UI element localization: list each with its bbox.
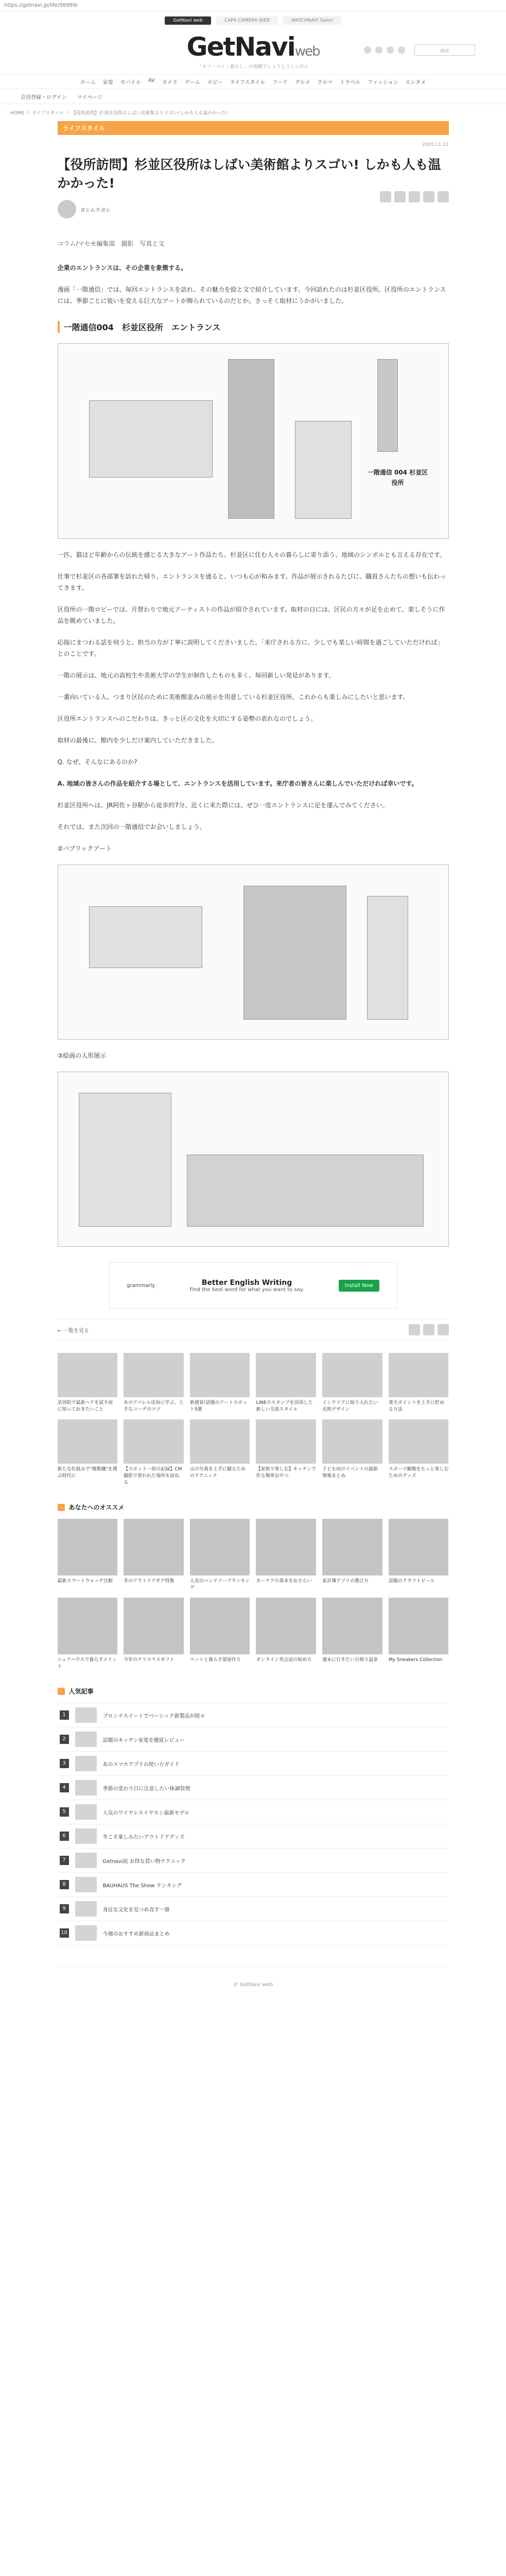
paragraph: 一階の展示は、地元の高校生や美術大学の学生が制作したものも多く、毎回新しい発見があります。: [57, 672, 335, 679]
card-title: あのアパレル店員に学ぶ、上手なコーデのコツ: [124, 1400, 184, 1412]
back-to-list-link[interactable]: ← 一覧を見る: [57, 1328, 90, 1334]
rank-number: 8: [60, 1880, 69, 1889]
card-title: 最新スマートウォッチ比較: [57, 1579, 113, 1584]
ranking-item[interactable]: [58, 1727, 449, 1752]
related-articles: [58, 1353, 449, 1486]
paragraph: それでは、また次回の一階通信でお会いしましょう。: [57, 823, 206, 831]
sketch-figure: [228, 359, 274, 519]
ranking-item[interactable]: [58, 1897, 449, 1921]
card-title: カーケアの基本をおさらい: [256, 1579, 312, 1584]
thumbnail: [58, 1519, 118, 1575]
ranking-item[interactable]: [58, 1800, 449, 1824]
paragraph: 仕事で杉並区の各部署を訪れた帰り、エントランスを通ると、いつも心が和みます。作品が展示されるたびに、職員さんたちの想いも伝わってきます。: [57, 573, 446, 591]
ranking-item[interactable]: [58, 1703, 449, 1727]
related-card[interactable]: [124, 1353, 184, 1413]
category-nav: [0, 74, 506, 89]
section-heading: 一階通信004 杉並区役所 エントランス: [58, 321, 449, 333]
thumbnail: [75, 1756, 97, 1771]
thumbnail: [124, 1519, 184, 1575]
thumbnail: [322, 1419, 382, 1464]
rank-number: 4: [60, 1783, 69, 1792]
site-logo[interactable]: GetNaviweb: [186, 32, 320, 62]
paragraph: 一番向いている人、つまり区民のために美術館並みの展示を用意している杉並区役所。これからも楽しみにしたいと思います。: [57, 693, 409, 701]
rank-number: 7: [60, 1856, 69, 1865]
paragraph: 応接にまつわる話を伺うと、担当の方が丁寧に説明してくださいました。「来庁される方に、少しでも楽しい時間を過ごしていただければ」とのことです。: [57, 639, 444, 657]
reco-card[interactable]: [58, 1519, 118, 1591]
thumbnail: [389, 1519, 449, 1575]
ranking-title: 冬こそ楽しみたいアウトドアグッズ: [102, 1834, 185, 1840]
figure-label: ②パブリックアート: [57, 845, 112, 852]
thumbnail: [256, 1519, 316, 1575]
related-card[interactable]: [256, 1419, 316, 1486]
share-buttons-bottom: [409, 1324, 449, 1335]
sketch-booth: [295, 421, 352, 519]
related-card[interactable]: [190, 1353, 250, 1413]
crown-icon: [58, 1688, 65, 1695]
tab-watchnavi[interactable]: WATCHNAVI Salon: [283, 16, 341, 25]
ranking-list: [58, 1703, 449, 1945]
paragraph: 区役所の一階ロビーでは、月替わりで地元アーティストの作品が紹介されています。取材の日には、区民の方々が足を止めて、楽しそうに作品を眺めていました。: [57, 606, 445, 624]
card-title: My Sneakers Collection: [388, 1657, 443, 1663]
card-title: シェアハウスで暮らすメリット: [57, 1657, 117, 1669]
login-link[interactable]: 会員登録・ログイン: [21, 94, 67, 100]
figure-label: ③絵画の人形展示: [57, 1052, 107, 1059]
instagram-icon[interactable]: [387, 46, 394, 54]
related-card[interactable]: [256, 1353, 316, 1413]
thumbnail: [75, 1828, 97, 1844]
card-title: オンライン英会話の始め方: [256, 1657, 312, 1663]
twitter-icon[interactable]: [380, 191, 391, 202]
section-title: 人気記事: [68, 1688, 94, 1695]
ad-subtext: Find the best word for what you want to say.: [189, 1286, 304, 1293]
avatar: [58, 200, 76, 218]
qa-answer: A. 地域の皆さんの作品を紹介する場として、エントランスを活用しています。来庁者の皆さんに楽しんでいただければ幸いです。: [57, 780, 418, 787]
thumbnail: [124, 1353, 184, 1397]
thumbnail: [75, 1853, 97, 1868]
paragraph: 杉並区役所へは、JR阿佐ヶ谷駅から徒歩約7分。近くに来た際には、ぜひ一度エントランスに足を運んでみてください。: [57, 802, 389, 809]
pocket-icon[interactable]: [438, 191, 449, 202]
related-card[interactable]: [190, 1419, 250, 1486]
article-footer-bar: [58, 1319, 449, 1341]
section-title: あなたへのオススメ: [68, 1504, 125, 1511]
ranking-title: あのスマホアプリの使い方ガイド: [102, 1761, 180, 1768]
reco-card[interactable]: [256, 1598, 316, 1670]
reco-card[interactable]: [322, 1598, 382, 1670]
card-title: 新たな仕組みで"複数職"を選ぶ時代に: [57, 1467, 117, 1479]
sketch-person: [367, 896, 408, 1020]
nav-item[interactable]: グルメ: [294, 80, 310, 86]
article-credit: コラム/マセモ編集部 撮影 写真と文: [57, 240, 165, 247]
thumbnail: [256, 1419, 316, 1464]
nav-item[interactable]: ファッション: [368, 80, 398, 86]
tab-getnavi[interactable]: GetNavi web: [165, 16, 211, 25]
thumbnail: [256, 1353, 316, 1397]
nav-item[interactable]: ライフスタイル: [230, 80, 266, 86]
mypage-link[interactable]: マイページ: [77, 94, 103, 100]
nav-item[interactable]: モバイル: [120, 80, 141, 86]
thumbnail: [58, 1419, 118, 1464]
thumbnail: [75, 1780, 97, 1795]
hatena-icon[interactable]: [423, 191, 434, 202]
sketch-display: [187, 1155, 424, 1227]
share-buttons: [380, 191, 449, 202]
ranking-title: 今週のおすすめ新商品まとめ: [102, 1931, 170, 1937]
ranking-title: 人気のワイヤレスイヤホン最新モデル: [102, 1810, 190, 1816]
star-icon: [58, 1504, 65, 1511]
article-title: 【役所訪問】杉並区役所はしばい美術館よりスゴい! しかも人も温かかった!: [57, 157, 441, 191]
author-name[interactable]: ヨシムラヨシ: [80, 207, 111, 213]
thumbnail: [75, 1707, 97, 1723]
card-title: 楽天ポイントを上手に貯める方法: [388, 1400, 444, 1412]
thumbnail: [75, 1804, 97, 1820]
nav-item[interactable]: エンタメ: [405, 80, 426, 86]
qa-question: Q. なぜ、そんなにあるのか?: [57, 758, 137, 766]
card-title: インテリアに取り入れたい北欧デザイン: [322, 1400, 378, 1412]
ad-brand: grammarly: [127, 1282, 155, 1289]
rank-number: 3: [60, 1759, 69, 1768]
ranking-title: Getnavi流 お得な買い物テクニック: [102, 1858, 186, 1865]
reco-card[interactable]: [58, 1598, 118, 1670]
illustration-entrance: [58, 343, 449, 539]
card-title: 今年のクリスマスギフト: [124, 1657, 175, 1663]
thumbnail: [389, 1353, 449, 1397]
breadcrumb: HOME ＞ ライフスタイル ＞ 【役所訪問】杉並区役所はしばい美術館よりスゴい!しかも人も温かかった!: [10, 111, 228, 116]
sketch-panel: [79, 1093, 171, 1227]
author-info: [58, 200, 449, 218]
nav-item[interactable]: 家電: [102, 80, 113, 86]
nav-item[interactable]: ゲーム: [184, 80, 200, 86]
site-footer: © GetNavi web: [58, 1966, 449, 2003]
thumbnail: [58, 1598, 118, 1654]
card-title: 冬のアウトドアギア特集: [124, 1579, 175, 1584]
sketch-statue: [377, 359, 398, 452]
thumbnail: [75, 1877, 97, 1892]
nav-item[interactable]: トラベル: [340, 80, 361, 86]
facebook-icon[interactable]: [375, 46, 382, 54]
thumbnail: [256, 1598, 316, 1654]
related-card[interactable]: [389, 1353, 449, 1413]
related-card[interactable]: [58, 1353, 118, 1413]
rank-number: 9: [60, 1904, 69, 1913]
ranking-item[interactable]: [58, 1752, 449, 1776]
rss-icon[interactable]: [398, 46, 405, 54]
thumbnail: [389, 1419, 449, 1464]
publish-date: 2020.11.21: [422, 142, 449, 147]
card-title: スポーツ観戦をもっと楽しむためのグッズ: [388, 1467, 449, 1479]
thumbnail: [322, 1598, 382, 1654]
thumbnail: [75, 1901, 97, 1917]
user-bar: [0, 89, 506, 104]
nav-item[interactable]: AV: [148, 78, 155, 83]
category-label: ライフスタイル: [58, 121, 449, 135]
ranking-item[interactable]: [58, 1873, 449, 1897]
site-header: [0, 25, 506, 74]
thumbnail: [190, 1353, 250, 1397]
card-title: 家計簿アプリの選び方: [322, 1579, 369, 1584]
illustration-public-art: [58, 865, 449, 1040]
nav-item[interactable]: フード: [272, 80, 288, 86]
tagline: 「モノ・コト・暮らし」の体験でしょうとうシンボル: [197, 64, 309, 70]
thumbnail: [389, 1598, 449, 1654]
lead-text: 企業のエントランスは、その企業を象徴する。: [57, 264, 187, 272]
article: [58, 121, 449, 2003]
card-title: 話題のクラフトビール: [388, 1579, 435, 1584]
card-title: 【スポット・街の記録】CM撮影で使われた場所を訪ねる: [124, 1467, 182, 1485]
reco-card[interactable]: [256, 1519, 316, 1591]
ranking-item[interactable]: [58, 1921, 449, 1945]
rank-number: 5: [60, 1807, 69, 1817]
ranking-item[interactable]: [58, 1824, 449, 1849]
paragraph: 取材の最後に、館内を少しだけ案内していただきました。: [57, 737, 218, 744]
twitter-icon[interactable]: [364, 46, 371, 54]
thumbnail: [190, 1419, 250, 1464]
paragraph: 漫画「一階通信」では、毎回エントランスを訪れ、その魅力を絵と文で紹介しています。今回訪れたのは杉並区役所。区役所のエントランスには、季節ごとに装いを変える巨大なアートが飾られているのだとか。さっそく取材にうかがいました。: [57, 286, 446, 304]
thumbnail: [124, 1598, 184, 1654]
reco-card[interactable]: [389, 1598, 449, 1670]
thumbnail: [190, 1598, 250, 1654]
ranking-heading: [58, 1687, 449, 1696]
ranking-title: 身近な文化を見つめ直す一冊: [102, 1907, 170, 1913]
ad-copy: [189, 1279, 304, 1293]
ranking-title: BAUHAUS The Show ランキング: [102, 1883, 182, 1889]
ad-install-button[interactable]: Install Now: [339, 1280, 379, 1292]
sketch-bench: [89, 906, 202, 968]
ad-banner[interactable]: [109, 1262, 397, 1309]
card-title: 山の写真を上手に撮るためのテクニック: [189, 1467, 246, 1479]
sketch-art: [243, 886, 346, 1020]
thumbnail: [322, 1353, 382, 1397]
paragraph: 区役所エントランスへのこだわりは、きっと区の文化を大切にする姿勢の表れなのでしょう。: [57, 715, 317, 722]
thumbnail: [124, 1419, 184, 1464]
nav-item[interactable]: カメラ: [162, 80, 178, 86]
reco-card[interactable]: [124, 1519, 184, 1591]
card-title: LINEのスタンプを活用した新しい交流スタイル: [256, 1400, 313, 1412]
reco-card[interactable]: [124, 1598, 184, 1670]
recommended-heading: [58, 1503, 449, 1512]
ranking-item[interactable]: [58, 1849, 449, 1873]
figure-caption: 一階通信 004 杉並区役所: [367, 469, 428, 486]
search-input[interactable]: 検索: [414, 44, 475, 56]
reco-card[interactable]: [322, 1519, 382, 1591]
site-tabs: [0, 11, 506, 25]
tab-capa[interactable]: CAPA CAMERA WEB: [216, 16, 278, 25]
illustration-doll-display: [58, 1072, 449, 1247]
ranking-title: プロンテスイートでベーシック新製品が続々: [102, 1713, 205, 1719]
nav-item[interactable]: クルマ: [317, 80, 333, 86]
thumbnail: [190, 1519, 250, 1575]
reco-card[interactable]: [190, 1598, 250, 1670]
card-title: 美容院で最新ヘアを試す前に知っておきたいこと: [57, 1400, 113, 1412]
thumbnail: [75, 1925, 97, 1941]
thumbnail: [58, 1353, 118, 1397]
card-title: 人気のハンドソープランキング: [189, 1579, 250, 1590]
card-title: 週末に行きたい日帰り温泉: [322, 1657, 378, 1663]
nav-item[interactable]: ホビー: [207, 80, 223, 86]
reco-card[interactable]: [190, 1519, 250, 1591]
card-title: 子ども向けイベントの最新情報まとめ: [322, 1467, 378, 1479]
social-links: [364, 46, 405, 54]
ad-headline: Better English Writing: [201, 1278, 292, 1287]
facebook-icon[interactable]: [423, 1324, 434, 1335]
line-icon[interactable]: [409, 191, 420, 202]
rank-number: 10: [60, 1928, 69, 1938]
ranking-title: 話題のキッチン家電を徹底レビュー: [102, 1737, 185, 1743]
rank-number: 6: [60, 1832, 69, 1841]
card-title: 新感覚!話題のアートスポット5選: [189, 1400, 248, 1412]
rank-number: 2: [60, 1735, 69, 1744]
facebook-icon[interactable]: [394, 191, 406, 202]
related-card[interactable]: [124, 1419, 184, 1486]
related-card[interactable]: [58, 1419, 118, 1486]
twitter-icon[interactable]: [409, 1324, 420, 1335]
card-title: 【家族で楽しむ】キッチンで作る簡単おやつ: [256, 1467, 316, 1479]
line-icon[interactable]: [438, 1324, 449, 1335]
recommended-articles: [58, 1519, 449, 1670]
thumbnail: [322, 1519, 382, 1575]
card-title: ペットと暮らす部屋作り: [189, 1657, 241, 1663]
ranking-item[interactable]: [58, 1776, 449, 1800]
related-card[interactable]: [322, 1419, 382, 1486]
address-bar[interactable]: https://getnavi.jp/life/56999/: [0, 0, 506, 11]
rank-number: 1: [60, 1710, 69, 1720]
reco-card[interactable]: [389, 1519, 449, 1591]
related-card[interactable]: [322, 1353, 382, 1413]
related-card[interactable]: [389, 1419, 449, 1486]
ranking-title: 季節の変わり目に注意したい体調管理: [102, 1786, 190, 1792]
thumbnail: [75, 1732, 97, 1747]
paragraph: 一匹、猫ほど年齢からの伝統を感じる大きなアート作品たち。杉並区に住む人々の暮らしに寄り添う、地域のシンボルとも言える存在です。: [57, 551, 446, 558]
sketch-sculpture: [89, 400, 213, 478]
nav-item[interactable]: ホーム: [80, 80, 96, 86]
